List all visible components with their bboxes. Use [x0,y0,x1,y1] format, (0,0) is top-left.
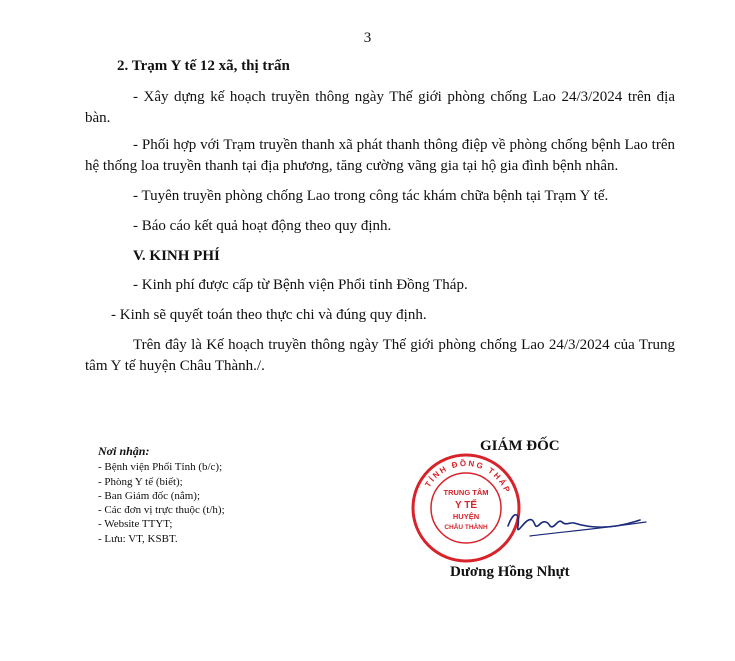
recipient-item: - Bệnh viện Phổi Tỉnh (b/c); [98,461,223,474]
seal-line-2: Y TẾ [454,500,478,511]
recipient-item: - Phòng Y tế (biết); [98,475,183,488]
section-2-item: - Xây dựng kế hoạch truyền thông ngày Thế giới phòng chống Lao 24/3/2024 trên địa bàn. [85,89,675,126]
section-2-item: - Phối hợp với Trạm truyền thanh xã phát thanh thông điệp về phòng chống bệnh Lao trên hệ thống loa truyền thanh tại địa phương, tăng cường vãng gia tại hộ gia đình bệnh nhân. [85,137,675,174]
section-v-heading: V. KINH PHÍ [133,248,220,264]
recipient-item: - Ban Giám đốc (nắm); [98,489,201,502]
section-2-item: - Tuyên truyền phòng chống Lao trong công tác khám chữa bệnh tại Trạm Y tế. [133,188,609,204]
seal-line-4: CHÂU THÀNH [444,524,488,531]
document-body [85,56,675,386]
signature-block [410,432,650,592]
recipients-block [98,444,225,546]
recipient-item: - Lưu: VT, KSBT. [98,532,178,545]
section-2-item: - Báo cáo kết quả hoạt động theo quy định. [133,218,392,234]
handwritten-signature-icon [470,492,650,552]
seal-line-3: HUYỆN [452,512,480,521]
seal-ring-text: TỈNH ĐỒNG THÁP [423,458,513,496]
signer-name: Dương Hồng Nhựt [450,564,570,580]
signer-title: GIÁM ĐỐC [480,438,560,454]
page-number: 3 [363,30,372,46]
section-v-item: - Kinh sẽ quyết toán theo thực chi và đúng quy định. [111,307,427,323]
section-2-heading: 2. Trạm Y tế 12 xã, thị trấn [117,58,290,74]
recipient-item: - Các đơn vị trực thuộc (t/h); [98,504,225,517]
recipients-list [98,460,225,546]
seal-line-1: TRUNG TÂM [443,488,489,497]
recipient-item: - Website TTYT; [98,518,173,531]
section-v-item: - Kinh phí được cấp từ Bệnh viện Phổi tỉnh Đồng Tháp. [133,277,468,293]
recipients-title: Nơi nhận: [98,444,150,458]
closing-paragraph: Trên đây là Kế hoạch truyền thông ngày Thế giới phòng chống Lao 24/3/2024 của Trung tâm Y tế huyện Châu Thành./. [85,337,675,374]
